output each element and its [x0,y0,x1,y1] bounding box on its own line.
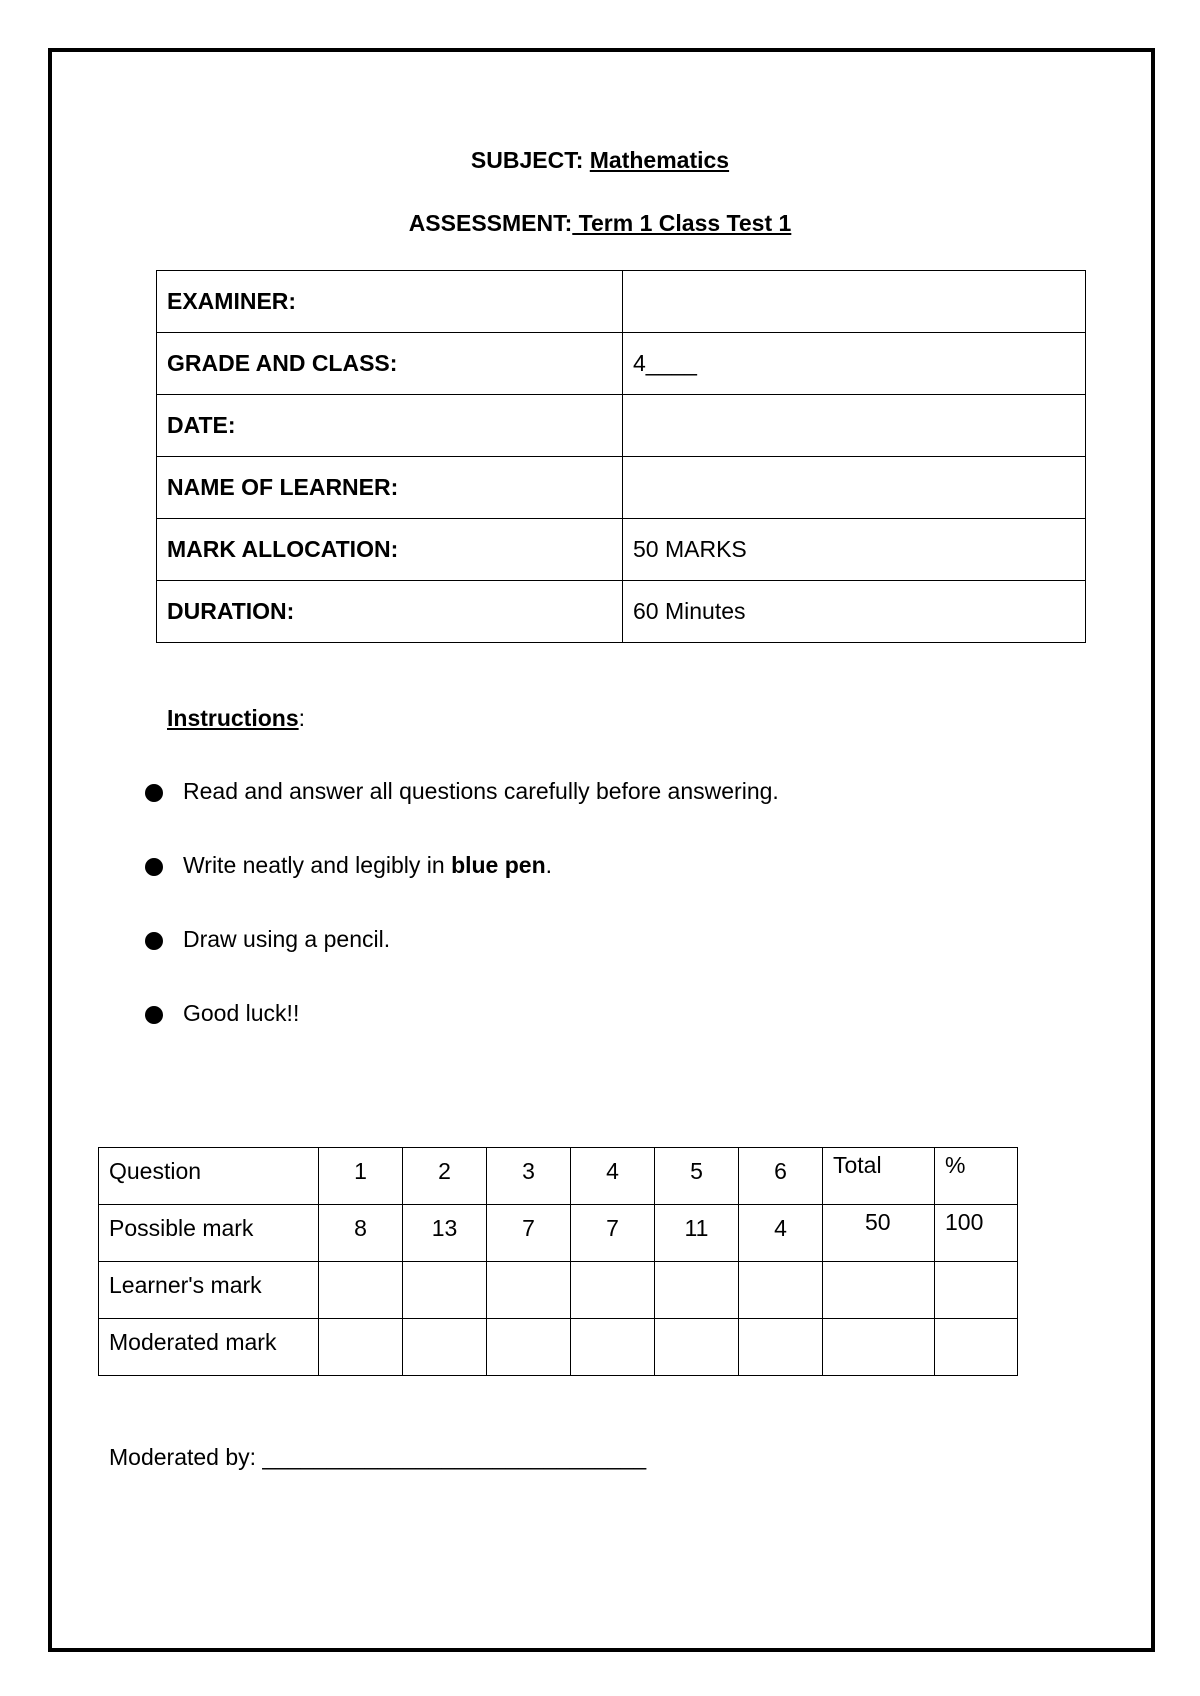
instruction-item [145,778,779,852]
bullet-icon [145,1006,163,1024]
instructions-title-colon: : [298,705,306,731]
marks-header-cell: 5 [655,1148,739,1205]
mark-cell: 7 [571,1205,655,1262]
mark-cell: 11 [655,1205,739,1262]
subject-heading [0,147,1200,174]
mark-cell: 7 [487,1205,571,1262]
subject-value: Mathematics [589,147,730,173]
instruction-item [145,1000,779,1074]
instructions-list [145,778,779,1074]
mark-cell[interactable] [487,1319,571,1376]
mark-cell: 13 [403,1205,487,1262]
info-row [157,457,1086,519]
info-row [157,333,1086,395]
instruction-text [183,852,552,879]
info-row [157,581,1086,643]
bullet-icon [145,932,163,950]
examiner-label: EXAMINER: [157,271,623,333]
marks-header-cell: 6 [739,1148,823,1205]
possible-mark-row [99,1205,1018,1262]
mark-total-cell[interactable] [823,1319,935,1376]
duration-value: 60 Minutes [623,581,1086,643]
mark-cell[interactable] [655,1262,739,1319]
marks-table [98,1147,1018,1376]
instruction-text: Read and answer all questions carefully before answering. [183,778,779,804]
date-field[interactable] [623,395,1086,457]
info-row [157,395,1086,457]
marks-header-cell: 1 [319,1148,403,1205]
marks-header-cell: 3 [487,1148,571,1205]
row-label: Learner's mark [99,1262,319,1319]
mark-total-cell: 50 [823,1205,935,1262]
row-label: Possible mark [99,1205,319,1262]
instruction-text-post: . [545,852,553,878]
mark-cell[interactable] [403,1319,487,1376]
examiner-field[interactable] [623,271,1086,333]
mark-cell[interactable] [487,1262,571,1319]
moderated-mark-row [99,1319,1018,1376]
marks-header-cell: Question [99,1148,319,1205]
mark-total-cell[interactable] [823,1262,935,1319]
instruction-text-bold: blue pen [451,852,546,878]
instruction-text: Draw using a pencil. [183,926,391,952]
mark-cell[interactable] [319,1262,403,1319]
subject-label: SUBJECT: [470,147,584,173]
learner-mark-row [99,1262,1018,1319]
bullet-icon [145,784,163,802]
marks-header-cell: 2 [403,1148,487,1205]
mark-percent-cell: 100 [935,1205,1018,1262]
assessment-label: ASSESSMENT: [408,210,573,236]
info-row [157,271,1086,333]
date-label: DATE: [157,395,623,457]
info-row [157,519,1086,581]
assessment-heading [0,210,1200,237]
instructions-title-text: Instructions [167,705,299,731]
bullet-icon [145,858,163,876]
info-table [156,270,1086,643]
learner-name-label: NAME OF LEARNER: [157,457,623,519]
instruction-item [145,852,779,926]
mark-cell: 8 [319,1205,403,1262]
mark-allocation-label: MARK ALLOCATION: [157,519,623,581]
mark-cell[interactable] [655,1319,739,1376]
duration-label: DURATION: [157,581,623,643]
instruction-text: Good luck!! [183,1000,300,1026]
grade-class-label: GRADE AND CLASS: [157,333,623,395]
mark-allocation-value: 50 MARKS [623,519,1086,581]
mark-cell[interactable] [571,1319,655,1376]
mark-cell[interactable] [319,1319,403,1376]
grade-class-field[interactable]: 4____ [623,333,1086,395]
mark-cell[interactable] [739,1319,823,1376]
mark-cell[interactable] [571,1262,655,1319]
row-label: Moderated mark [99,1319,319,1376]
mark-cell[interactable] [739,1262,823,1319]
assessment-value: Term 1 Class Test 1 [572,210,792,236]
learner-name-field[interactable] [623,457,1086,519]
instruction-item [145,926,779,1000]
marks-header-cell: 4 [571,1148,655,1205]
instruction-text-pre: Write neatly and legibly in [183,852,452,878]
mark-percent-cell[interactable] [935,1319,1018,1376]
mark-cell[interactable] [403,1262,487,1319]
instructions-title [167,705,305,732]
moderated-by-line[interactable]: Moderated by: ______________________________ [109,1444,647,1470]
mark-cell: 4 [739,1205,823,1262]
marks-header-cell: Total [823,1148,935,1205]
marks-header-cell: % [935,1148,1018,1205]
marks-header-row [99,1148,1018,1205]
mark-percent-cell[interactable] [935,1262,1018,1319]
